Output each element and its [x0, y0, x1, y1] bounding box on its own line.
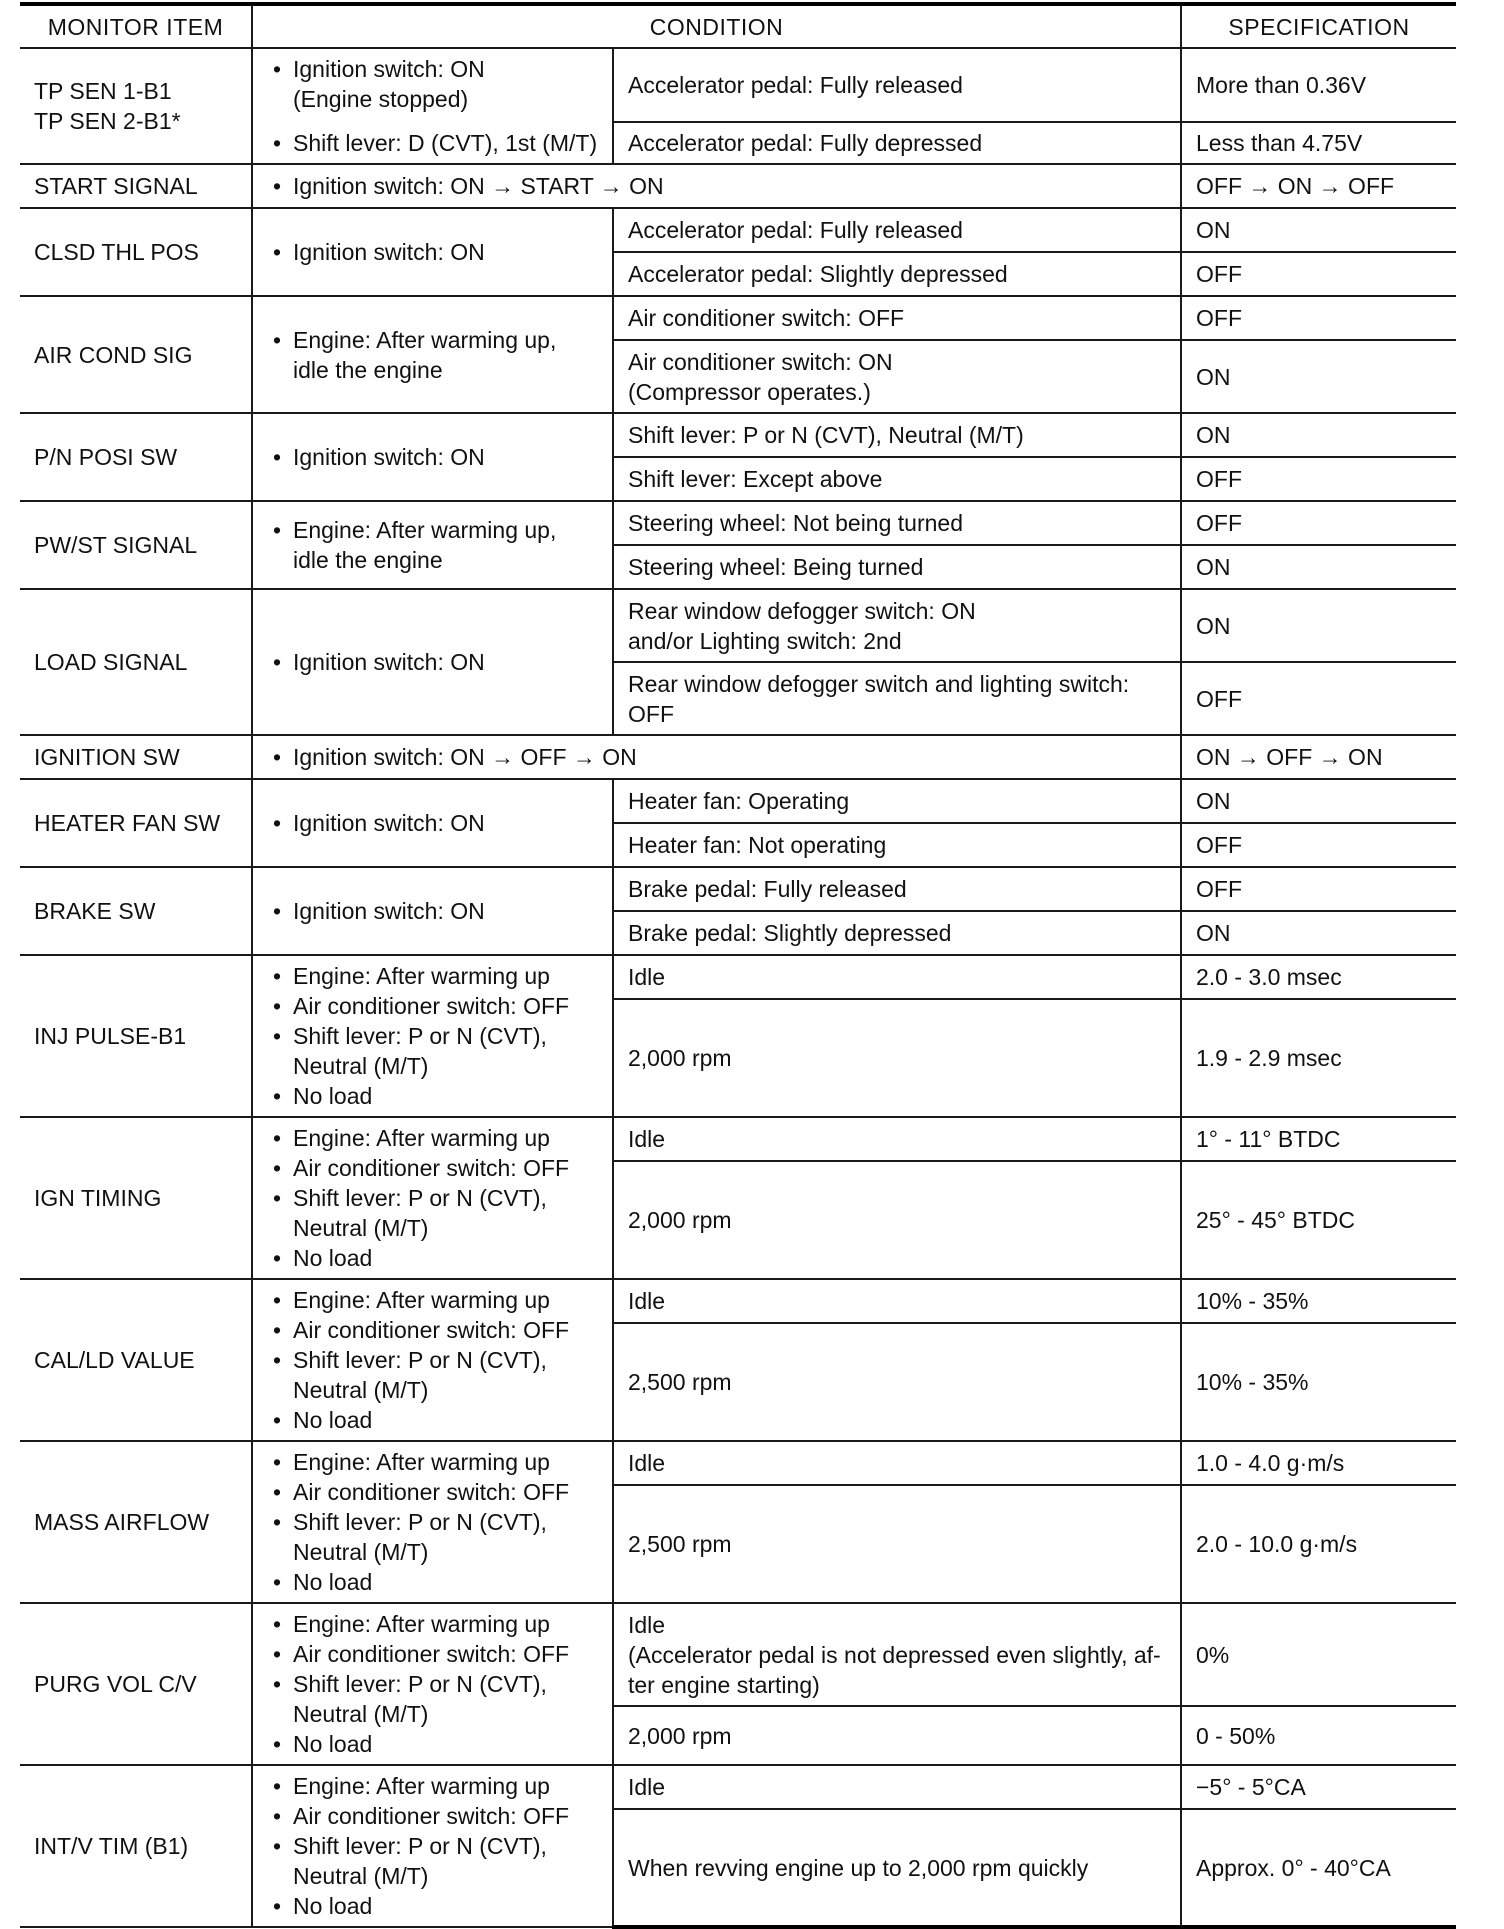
condition-bullet: • Shift lever: P or N (CVT), Neutral (M/T) — [267, 1345, 598, 1405]
monitor-item-spec-table — [20, 2, 1456, 1929]
table-row — [20, 867, 1456, 911]
condition-bullet: • Ignition switch: ON — [267, 237, 598, 267]
condition-bullet: • Air conditioner switch: OFF — [267, 991, 598, 1021]
sub-condition: Steering wheel: Being turned — [613, 545, 1181, 589]
monitor-item-purg-vol-cv: PURG VOL C/V — [20, 1603, 252, 1765]
table-row — [20, 1603, 1456, 1706]
condition-bullet: • Engine: After warming up — [267, 1609, 598, 1639]
condition-bullet: • Shift lever: D (CVT), 1st (M/T) — [267, 128, 598, 158]
condition-bullets — [252, 501, 613, 589]
monitor-item-mass-airflow: MASS AIRFLOW — [20, 1441, 252, 1603]
condition-bullet: • Air conditioner switch: OFF — [267, 1801, 598, 1831]
condition-bullet: • Engine: After warming up — [267, 1447, 598, 1477]
sub-condition: 2,500 rpm — [613, 1485, 1181, 1603]
sub-condition: Idle — [613, 955, 1181, 999]
condition-bullets — [252, 1117, 613, 1279]
sub-condition: Accelerator pedal: Slightly depressed — [613, 252, 1181, 296]
sub-condition: Steering wheel: Not being turned — [613, 501, 1181, 545]
condition-bullet: • Shift lever: P or N (CVT), Neutral (M/T) — [267, 1669, 598, 1729]
condition-bullets — [252, 589, 613, 735]
specification-value: OFF — [1181, 252, 1456, 296]
monitor-item-pn-posi-sw: P/N POSI SW — [20, 413, 252, 501]
monitor-item-inj-pulse-b1: INJ PULSE-B1 — [20, 955, 252, 1117]
condition-bullet: • No load — [267, 1891, 598, 1921]
condition-bullet: • Engine: After warming up, idle the engine — [267, 515, 598, 575]
sub-condition: Idle — [613, 1765, 1181, 1809]
condition-bullet: • Air conditioner switch: OFF — [267, 1153, 598, 1183]
condition-bullets — [252, 48, 613, 164]
condition-bullet: • Ignition switch: ON — [267, 647, 598, 677]
monitor-item-ign-timing: IGN TIMING — [20, 1117, 252, 1279]
monitor-item-start-signal: START SIGNAL — [20, 164, 252, 208]
specification-value: 2.0 - 10.0 g·m/s — [1181, 1485, 1456, 1603]
specification-value: ON — [1181, 340, 1456, 413]
condition-bullet: • Ignition switch: ON → START → ON — [267, 171, 1166, 201]
specification-value: OFF — [1181, 662, 1456, 735]
condition-bullets — [252, 1603, 613, 1765]
table-row — [20, 955, 1456, 999]
condition-bullet: • No load — [267, 1567, 598, 1597]
condition-bullet: • No load — [267, 1081, 598, 1111]
condition-bullets — [252, 735, 1181, 779]
monitor-item-ignition-sw: IGNITION SW — [20, 735, 252, 779]
sub-condition: Accelerator pedal: Fully released — [613, 48, 1181, 122]
table-row — [20, 501, 1456, 545]
sub-condition: Idle (Accelerator pedal is not depressed even slightly, af- ter engine starting) — [613, 1603, 1181, 1706]
monitor-item-clsd-thl-pos: CLSD THL POS — [20, 208, 252, 296]
condition-bullet: • Shift lever: P or N (CVT), Neutral (M/T) — [267, 1183, 598, 1243]
table-row — [20, 1441, 1456, 1485]
condition-bullets — [252, 779, 613, 867]
condition-bullet: • Air conditioner switch: OFF — [267, 1315, 598, 1345]
sub-condition: 2,000 rpm — [613, 1706, 1181, 1765]
condition-bullet: • Shift lever: P or N (CVT), Neutral (M/T) — [267, 1831, 598, 1891]
condition-bullet: • Ignition switch: ON → OFF → ON — [267, 742, 1166, 772]
condition-bullets — [252, 1279, 613, 1441]
specification-value: Approx. 0° - 40°CA — [1181, 1809, 1456, 1927]
condition-bullets — [252, 164, 1181, 208]
sub-condition: Brake pedal: Slightly depressed — [613, 911, 1181, 955]
condition-bullet: • Ignition switch: ON — [267, 442, 598, 472]
sub-condition: 2,000 rpm — [613, 1161, 1181, 1279]
specification-value: OFF — [1181, 867, 1456, 911]
condition-bullet: • Engine: After warming up — [267, 1771, 598, 1801]
specification-value: 1.9 - 2.9 msec — [1181, 999, 1456, 1117]
specification-value: ON — [1181, 413, 1456, 457]
specification-value: ON — [1181, 911, 1456, 955]
specification-value: ON — [1181, 545, 1456, 589]
condition-bullets — [252, 413, 613, 501]
sub-condition: Idle — [613, 1279, 1181, 1323]
condition-bullet: • Engine: After warming up — [267, 961, 598, 991]
table-row — [20, 735, 1456, 779]
specification-value: 1.0 - 4.0 g·m/s — [1181, 1441, 1456, 1485]
condition-bullet: • Shift lever: P or N (CVT), Neutral (M/T) — [267, 1021, 598, 1081]
condition-bullets — [252, 1765, 613, 1927]
specification-value: ON → OFF → ON — [1181, 735, 1456, 779]
condition-bullet: • Engine: After warming up — [267, 1285, 598, 1315]
specification-value: 25° - 45° BTDC — [1181, 1161, 1456, 1279]
specification-value: ON — [1181, 779, 1456, 823]
sub-condition: Shift lever: Except above — [613, 457, 1181, 501]
monitor-item-tp-sen: TP SEN 1-B1 TP SEN 2-B1* — [20, 48, 252, 164]
specification-value: Less than 4.75V — [1181, 122, 1456, 164]
specification-value: ON — [1181, 208, 1456, 252]
sub-condition: Air conditioner switch: ON (Compressor operates.) — [613, 340, 1181, 413]
sub-condition: Shift lever: P or N (CVT), Neutral (M/T) — [613, 413, 1181, 457]
condition-bullet: • Air conditioner switch: OFF — [267, 1639, 598, 1669]
specification-value: 0 - 50% — [1181, 1706, 1456, 1765]
condition-bullet: • Engine: After warming up, idle the engine — [267, 325, 598, 385]
monitor-item-heater-fan-sw: HEATER FAN SW — [20, 779, 252, 867]
condition-bullets — [252, 208, 613, 296]
condition-bullet: • Engine: After warming up — [267, 1123, 598, 1153]
condition-bullets — [252, 296, 613, 413]
condition-bullets — [252, 867, 613, 955]
table-row — [20, 296, 1456, 340]
sub-condition: Air conditioner switch: OFF — [613, 296, 1181, 340]
table-row — [20, 48, 1456, 122]
table-row — [20, 779, 1456, 823]
sub-condition: Accelerator pedal: Fully depressed — [613, 122, 1181, 164]
monitor-item-brake-sw: BRAKE SW — [20, 867, 252, 955]
condition-bullets — [252, 955, 613, 1117]
monitor-item-load-signal: LOAD SIGNAL — [20, 589, 252, 735]
sub-condition: Idle — [613, 1441, 1181, 1485]
specification-value: 0% — [1181, 1603, 1456, 1706]
sub-condition: Heater fan: Not operating — [613, 823, 1181, 867]
sub-condition: When revving engine up to 2,000 rpm quickly — [613, 1809, 1181, 1927]
condition-bullet: • Ignition switch: ON — [267, 808, 598, 838]
specification-value: 2.0 - 3.0 msec — [1181, 955, 1456, 999]
specification-value: OFF — [1181, 296, 1456, 340]
table-row — [20, 164, 1456, 208]
condition-bullet: • Ignition switch: ON (Engine stopped) — [267, 54, 598, 114]
table-header-row — [20, 4, 1456, 48]
condition-bullet: • No load — [267, 1405, 598, 1435]
sub-condition: Idle — [613, 1117, 1181, 1161]
sub-condition: Rear window defogger switch: ON and/or Lighting switch: 2nd — [613, 589, 1181, 662]
monitor-item-air-cond-sig: AIR COND SIG — [20, 296, 252, 413]
specification-value: 10% - 35% — [1181, 1279, 1456, 1323]
header-monitor-item: MONITOR ITEM — [20, 4, 252, 48]
specification-value: OFF — [1181, 823, 1456, 867]
sub-condition: 2,500 rpm — [613, 1323, 1181, 1441]
specification-value: OFF — [1181, 457, 1456, 501]
table-row — [20, 1765, 1456, 1809]
specification-value: OFF — [1181, 501, 1456, 545]
condition-bullet: • Ignition switch: ON — [267, 896, 598, 926]
sub-condition: Heater fan: Operating — [613, 779, 1181, 823]
table-row — [20, 1117, 1456, 1161]
sub-condition: Rear window defogger switch and lighting switch: OFF — [613, 662, 1181, 735]
monitor-item-cal-ld-value: CAL/LD VALUE — [20, 1279, 252, 1441]
specification-value: −5° - 5°CA — [1181, 1765, 1456, 1809]
table-row — [20, 589, 1456, 662]
condition-bullet: • Shift lever: P or N (CVT), Neutral (M/T) — [267, 1507, 598, 1567]
condition-bullet: • No load — [267, 1243, 598, 1273]
monitor-item-intv-tim-b1: INT/V TIM (B1) — [20, 1765, 252, 1927]
specification-value: 1° - 11° BTDC — [1181, 1117, 1456, 1161]
monitor-item-pwst-signal: PW/ST SIGNAL — [20, 501, 252, 589]
specification-value: More than 0.36V — [1181, 48, 1456, 122]
specification-value: OFF → ON → OFF — [1181, 164, 1456, 208]
header-specification: SPECIFICATION — [1181, 4, 1456, 48]
sub-condition: 2,000 rpm — [613, 999, 1181, 1117]
specification-value: ON — [1181, 589, 1456, 662]
sub-condition: Brake pedal: Fully released — [613, 867, 1181, 911]
condition-bullets — [252, 1441, 613, 1603]
table-row — [20, 413, 1456, 457]
condition-bullet: • No load — [267, 1729, 598, 1759]
table-row — [20, 1279, 1456, 1323]
sub-condition: Accelerator pedal: Fully released — [613, 208, 1181, 252]
specification-value: 10% - 35% — [1181, 1323, 1456, 1441]
condition-bullet: • Air conditioner switch: OFF — [267, 1477, 598, 1507]
table-row — [20, 208, 1456, 252]
header-condition: CONDITION — [252, 4, 1181, 48]
